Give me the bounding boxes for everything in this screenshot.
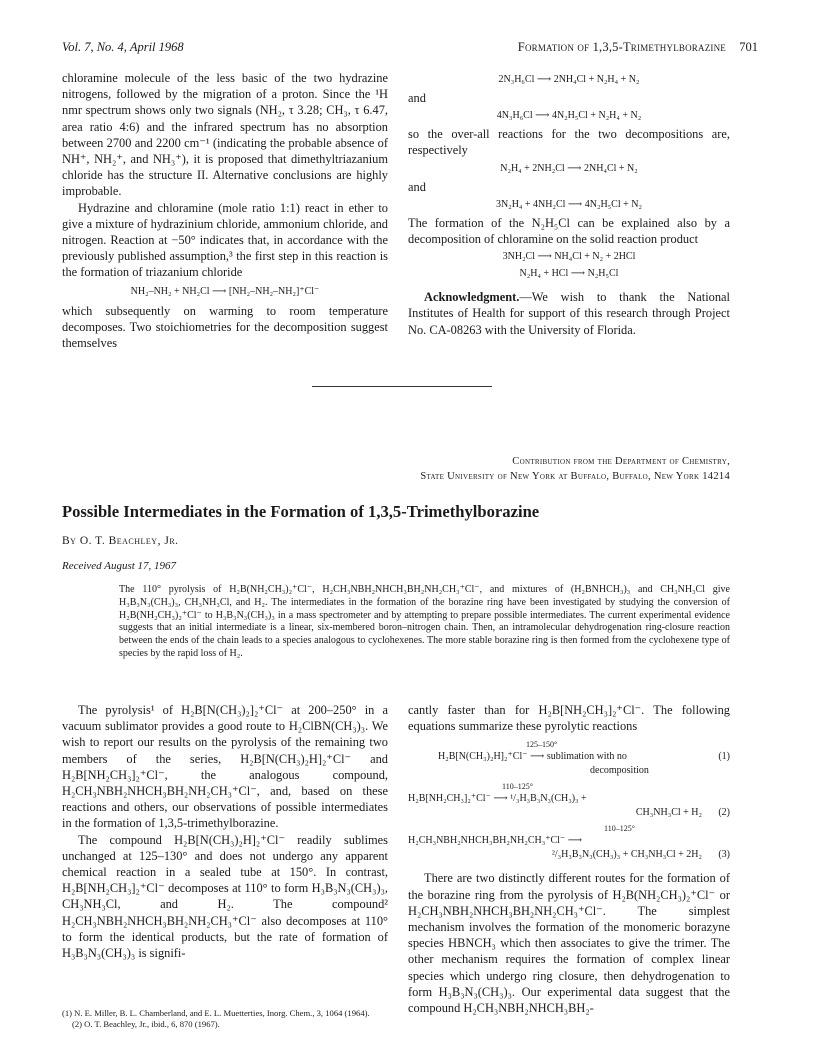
- received-date: Received August 17, 1967: [62, 560, 177, 572]
- reaction-equation-1: [408, 740, 730, 778]
- acknowledgment-text: —We wish to thank the National Institutes of Health for support of this research through Project No. CA-08263 with the University of Florida.: [408, 290, 730, 337]
- product-continuation: CH₃NH₃Cl + H₂: [635, 807, 702, 819]
- reaction-condition: 125–150°: [526, 740, 558, 750]
- paragraph: cantly faster than for H₂B[NH₂CH₃]₂⁺Cl⁻. The following equations summarize these pyrolytic reactions: [408, 703, 730, 734]
- reaction-condition: 110–125°: [502, 782, 533, 792]
- paragraph: so the over-all reactions for the two decompositions are, respectively: [408, 127, 730, 158]
- equation-number: (2): [718, 807, 730, 819]
- acknowledgment: [408, 289, 730, 338]
- article-title: Possible Intermediates in the Formation of 1,3,5-Trimethylborazine: [62, 502, 540, 521]
- prev-article-left-column: [62, 70, 388, 351]
- product: sublimation with no: [546, 751, 627, 763]
- acknowledgment-heading: Acknowledgment.: [424, 290, 520, 305]
- contribution-line-1: Contribution from the Department of Chemistry,: [512, 456, 730, 467]
- equation: N₂H₄ + 2NH₂Cl ⟶ 2NH₄Cl + N₂: [500, 162, 638, 174]
- equation-number: (1): [718, 751, 730, 763]
- contribution-line-2: State University of New York at Buffalo, Buffalo, New York 14214: [420, 471, 730, 482]
- paragraph: Hydrazine and chloramine (mole ratio 1:1) react in ether to give a mixture of hydrazinium chloride, ammonium chloride, and nitrogen. Reaction at −50° indicates that, in accordance with the previously published assumption,³ the first step in this reaction is the formation of triazanium chloride: [62, 200, 388, 280]
- reactant: H₂B[NH₂CH₃]₂⁺Cl⁻ ⟶: [408, 793, 508, 805]
- prev-article-right-column: [408, 70, 730, 338]
- reactant: H₂CH₃NBH₂NHCH₃BH₂NH₂CH₃⁺Cl⁻ ⟶: [408, 835, 583, 847]
- product: ¹/₃H₃B₃N₃(CH₃)₃ +: [510, 793, 587, 805]
- conjunction: and: [408, 91, 426, 105]
- author-byline: By O. T. Beachley, Jr.: [62, 535, 179, 547]
- equation: 2N₃H₆Cl ⟶ 2NH₄Cl + N₂H₄ + N₂: [498, 74, 640, 85]
- equation: 3NH₂Cl ⟶ NH₄Cl + N₂ + 2HCl: [502, 251, 636, 263]
- reaction-line: [408, 792, 730, 806]
- reaction-line: [408, 834, 730, 848]
- page-number: 701: [739, 40, 758, 54]
- equation: N₂H₄ + HCl ⟶ N₂H₅Cl: [519, 268, 619, 280]
- paragraph: The formation of the N₂H₅Cl can be explained also by a decomposition of chloramine on the solid reaction product: [408, 215, 730, 247]
- reaction-equation-2: [408, 782, 730, 820]
- footnote: (1) N. E. Miller, B. L. Chamberland, and E. L. Muetterties, Inorg. Chem., 3, 1064 (1964).: [62, 1008, 370, 1018]
- paragraph: which subsequently on warming to room temperature decomposes. Two stoichiometries for the decomposition suggest themselves: [62, 303, 388, 351]
- paragraph: There are two distinctly different routes for the formation of the borazine ring from the pyrolysis of H₂B(NH₂CH₃)₂⁺Cl⁻ or H₂CH₃NBH₂NHCH₃BH₂NH₂CH₃⁺Cl⁻. The simplest mechanism involves the formation of the monomeric borazyne species HBNCH₃ which then associates to give the trimer. The other mechanism requires the formation of complex linear species which undergo ring closure, then dehydrogenation to form H₃B₃N₃(CH₃)₃. Our experimental data suggest that the compound H₂CH₃NBH₂NHCH₃BH₂-: [408, 871, 730, 1016]
- equation: 4N₃H₆Cl ⟶ 4N₂H₅Cl + N₂H₄ + N₂: [496, 110, 642, 122]
- product: ²/₃H₃B₃N₃(CH₃)₃ + CH₃NH₃Cl + 2H₂: [551, 849, 702, 861]
- article-right-column: [408, 702, 730, 1016]
- equation: 3N₂H₄ + 4NH₂Cl ⟶ 4N₂H₅Cl + N₂: [496, 198, 642, 210]
- journal-volume: Vol. 7, No. 4, April 1968: [62, 40, 184, 54]
- conjunction: and: [408, 179, 426, 194]
- paragraph: The pyrolysis¹ of H₂B[N(CH₃)₂]₂⁺Cl⁻ at 200–250° in a vacuum sublimator provides a good route to H₂ClBN(CH₃)₃. We wish to report our results on the pyrolysis of the remaining two members of the series, H₂B[N(CH₃)₂H]₂⁺Cl⁻ and H₂B[NH₂CH₃]₂⁺Cl⁻, the analogous compound, H₂CH₃NBH₂NHCH₃BH₂NH₂CH₃⁺Cl⁻, and, based on these reactions and others, our observations of possible intermediates in the formation of 1,3,5-trimethylborazine.: [62, 703, 388, 831]
- footnotes: [62, 1008, 388, 1029]
- running-title: Formation of 1,3,5-Trimethylborazine: [517, 40, 726, 54]
- reaction-line-2: [408, 806, 730, 820]
- reaction-condition: 110–125°: [604, 824, 635, 834]
- section-divider: [312, 386, 492, 387]
- reaction-line: [408, 750, 730, 764]
- equation-number: (3): [718, 849, 730, 861]
- reactant: H₂B[N(CH₃)₂H]₂⁺Cl⁻ ⟶: [438, 751, 545, 763]
- abstract: The 110° pyrolysis of H₂B(NH₂CH₃)₂⁺Cl⁻, H₂CH₃NBH₂NHCH₃BH₂NH₂CH₃⁺Cl⁻, and mixtures of (H₂BNHCH₃)₃ and CH₃NH₃Cl give H₃B₃N₃(CH₃)₃, CH₃NH₃Cl, and H₂. The intermediates in the formation of the borazine ring have been investigated by studying the conversion of H₂B(NH₂CH₃)₂⁺Cl⁻ to H₃B₃N₃(CH₃)₃ in a mass spectrometer and by attempting to prepare possible intermediates. The current experimental evidence suggests that an initial intermediate is a linear, six-membered boron–nitrogen chain. Then, an intramolecular dehydrogenation ring-closure reaction between the ends of the chain leads to a species analogous to cyclohexenes. The more stable borazine ring is then formed from the cyclohexene type of species by the rapid loss of H₂.: [119, 584, 730, 659]
- product-continuation: decomposition: [590, 765, 649, 777]
- reaction-line-2: [408, 848, 730, 862]
- reaction-equation-3: [408, 824, 730, 862]
- paragraph: chloramine molecule of the less basic of the two hydrazine nitrogens, followed by the migration of a proton. Since the ¹H nmr spectrum shows only two signals (NH₂, τ 3.28; CH₃, τ 6.47, area ratio 4:6) and the infrared spectrum has no absorption between 2700 and 2200 cm⁻¹ (indicating the probable absence of NH⁺, NH₂⁺, and NH₃⁺), it is proposed that dimethyltriazanium chloride has the structure II. Alternative conclusions are highly improbable.: [62, 71, 388, 199]
- paragraph: The compound H₂B[N(CH₃)₂H]₂⁺Cl⁻ readily sublimes unchanged at 125–130° and does not undergo any apparent chemical reaction in a sealed tube at 150°. In contrast, H₂B[NH₂CH₃]₂⁺Cl⁻ decomposes at 110° to form H₃B₃N₃(CH₃)₃, CH₃NH₃Cl, and H₂. The compound² H₂CH₃NBH₂NHCH₃BH₂NH₂CH₃⁺Cl⁻ also decomposes at 110° to form the identical products, but the rate of formation of H₃B₃N₃(CH₃)₃ is signifi-: [62, 832, 388, 961]
- equation: NH₂–NH₂ + NH₂Cl ⟶ [NH₂–NH₂–NH₂]⁺Cl⁻: [130, 285, 320, 297]
- footnote: (2) O. T. Beachley, Jr., ibid., 6, 870 (1967).: [72, 1018, 220, 1029]
- article-left-column: [62, 702, 388, 961]
